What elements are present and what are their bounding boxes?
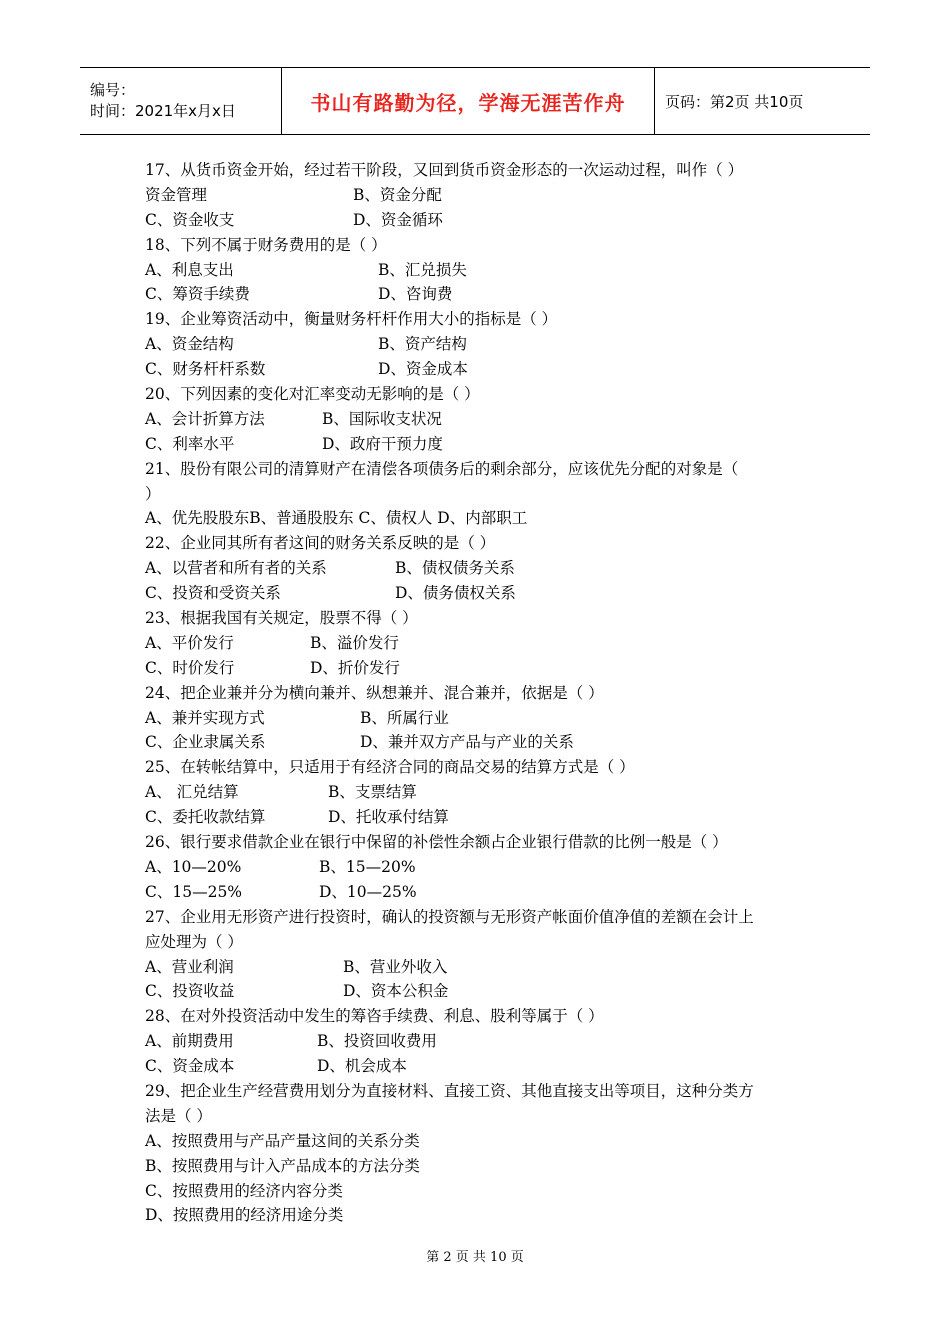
option: A、兼并实现方式	[145, 708, 265, 727]
question-stem: 21、股份有限公司的清算财产在清偿各项债务后的剩余部分，应该优先分配的对象是（	[145, 459, 739, 478]
option: B、溢价发行	[310, 633, 399, 652]
option: D、资金成本	[378, 360, 468, 379]
option: D、10—25%	[319, 882, 417, 901]
option-row	[145, 631, 810, 656]
option: D、债务债权关系	[395, 584, 516, 603]
question-stem: 17、从货币资金开始，经过若干阶段，又回到货币资金形态的一次运动过程，叫作（ ）	[145, 161, 744, 179]
option-row	[145, 1179, 810, 1204]
header-motto-cell	[282, 68, 655, 134]
option: A、资金结构	[145, 335, 234, 354]
option-row	[145, 581, 810, 606]
option: 资金管理	[145, 185, 208, 204]
header-meta	[80, 68, 282, 134]
option-row	[145, 979, 810, 1004]
motto: 书山有路勤为径，学海无涯苦作舟	[310, 90, 626, 115]
option: B、营业外收入	[343, 957, 448, 976]
option: B、债权债务关系	[395, 559, 515, 578]
option: D、咨询费	[378, 285, 453, 304]
option-row	[145, 556, 810, 581]
option: D、机会成本	[317, 1057, 407, 1076]
option: C、企业隶属关系	[145, 733, 266, 752]
page-header	[80, 67, 870, 135]
option: B、国际收支状况	[322, 409, 442, 428]
option: C、投资和受资关系	[145, 584, 281, 603]
option: C、委托收款结算	[145, 808, 266, 827]
option: D、资本公积金	[343, 982, 449, 1001]
option: A、按照费用与产品产量这间的关系分类	[145, 1131, 420, 1150]
option-row	[145, 730, 810, 755]
question-stem: 22、企业同其所有者这间的财务关系反映的是（ ）	[145, 534, 496, 553]
option: D、政府干预力度	[322, 434, 443, 453]
option: B、资金分配	[353, 185, 442, 204]
option: D、按照费用的经济用途分类	[145, 1206, 344, 1225]
option-row	[145, 282, 810, 307]
question-stem-continued: 法是（ ）	[145, 1106, 212, 1125]
option-row	[145, 955, 810, 980]
question-list	[145, 158, 810, 1228]
option-row	[145, 1029, 810, 1054]
option: C、筹资手续费	[145, 285, 250, 304]
option-row	[145, 805, 810, 830]
question-stem: 23、根据我国有关规定，股票不得（ ）	[145, 609, 418, 628]
option: C、资金收支	[145, 210, 235, 229]
option: C、时价发行	[145, 658, 235, 677]
option-row	[145, 1129, 810, 1154]
question-stem: 20、下列因素的变化对汇率变动无影响的是（ ）	[145, 385, 480, 404]
option: C、资金成本	[145, 1057, 235, 1076]
option: D、托收承付结算	[328, 808, 449, 827]
option: C、利率水平	[145, 434, 235, 453]
option-row	[145, 1054, 810, 1079]
question-stem: 27、企业用无形资产进行投资时，确认的投资额与无形资产帐面价值净值的差额在会计上	[145, 907, 754, 926]
option-row	[145, 780, 810, 805]
option-row	[145, 432, 810, 457]
option-row	[145, 656, 810, 681]
option: D、兼并双方产品与产业的关系	[360, 733, 574, 752]
option: A、 汇兑结算	[145, 783, 239, 802]
question-stem: 18、下列不属于财务费用的是（ ）	[145, 235, 387, 254]
option: C、投资收益	[145, 982, 235, 1001]
question-stem: 19、企业筹资活动中，衡量财务杆杆作用大小的指标是（ ）	[145, 310, 558, 329]
option: B、15—20%	[319, 857, 416, 876]
option: A、优先股股东B、普通股股东 C、债权人 D、内部职工	[145, 509, 528, 528]
option: B、投资回收费用	[317, 1032, 437, 1051]
option: B、所属行业	[360, 708, 449, 727]
option: B、按照费用与计入产品成本的方法分类	[145, 1156, 420, 1175]
option-row	[145, 357, 810, 382]
question-stem-continued: ）	[145, 484, 161, 503]
option: C、按照费用的经济内容分类	[145, 1181, 343, 1200]
option-row	[145, 1203, 810, 1228]
number-label: 编号：	[90, 81, 136, 99]
option: B、资产结构	[378, 335, 467, 354]
question-stem: 24、把企业兼并分为横向兼并、纵想兼并、混合兼并，依据是（ ）	[145, 683, 604, 702]
question-stem: 28、在对外投资活动中发生的筹咨手续费、利息、股利等属于（ ）	[145, 1007, 604, 1026]
header-page-info	[655, 68, 870, 134]
option: A、前期费用	[145, 1032, 234, 1051]
option: C、15—25%	[145, 882, 243, 901]
option: A、会计折算方法	[145, 409, 265, 428]
question-stem: 29、把企业生产经营费用划分为直接材料、直接工资、其他直接支出等项目，这种分类方	[145, 1081, 754, 1100]
option: A、平价发行	[145, 633, 234, 652]
option-row	[145, 506, 810, 531]
option: D、资金循环	[353, 210, 443, 229]
option: A、营业利润	[145, 957, 234, 976]
option-row	[145, 880, 810, 905]
question-stem: 25、在转帐结算中，只适用于有经济合同的商品交易的结算方式是（ ）	[145, 758, 635, 777]
option-row	[145, 1154, 810, 1179]
option: A、利息支出	[145, 260, 234, 279]
option: B、汇兑损失	[378, 260, 467, 279]
option-row	[145, 208, 810, 233]
option-row	[145, 407, 810, 432]
option: A、以营者和所有者的关系	[145, 559, 327, 578]
option-row	[145, 706, 810, 731]
option-row	[145, 183, 810, 208]
option: A、10—20%	[145, 857, 242, 876]
option-row	[145, 332, 810, 357]
page-info: 页码：第2页 共10页	[665, 92, 804, 111]
option-row	[145, 855, 810, 880]
option: C、财务杆杆系数	[145, 360, 266, 379]
page-footer: 第 2 页 共 10 页	[426, 1250, 524, 1265]
question-stem-continued: 应处理为（ ）	[145, 932, 243, 951]
option: B、支票结算	[328, 783, 417, 802]
question-stem: 26、银行要求借款企业在银行中保留的补偿性余额占企业银行借款的比例一般是（ ）	[145, 833, 728, 852]
option-row	[145, 258, 810, 283]
time-label: 时间：2021年x月x日	[90, 102, 236, 120]
option: D、折价发行	[310, 658, 400, 677]
